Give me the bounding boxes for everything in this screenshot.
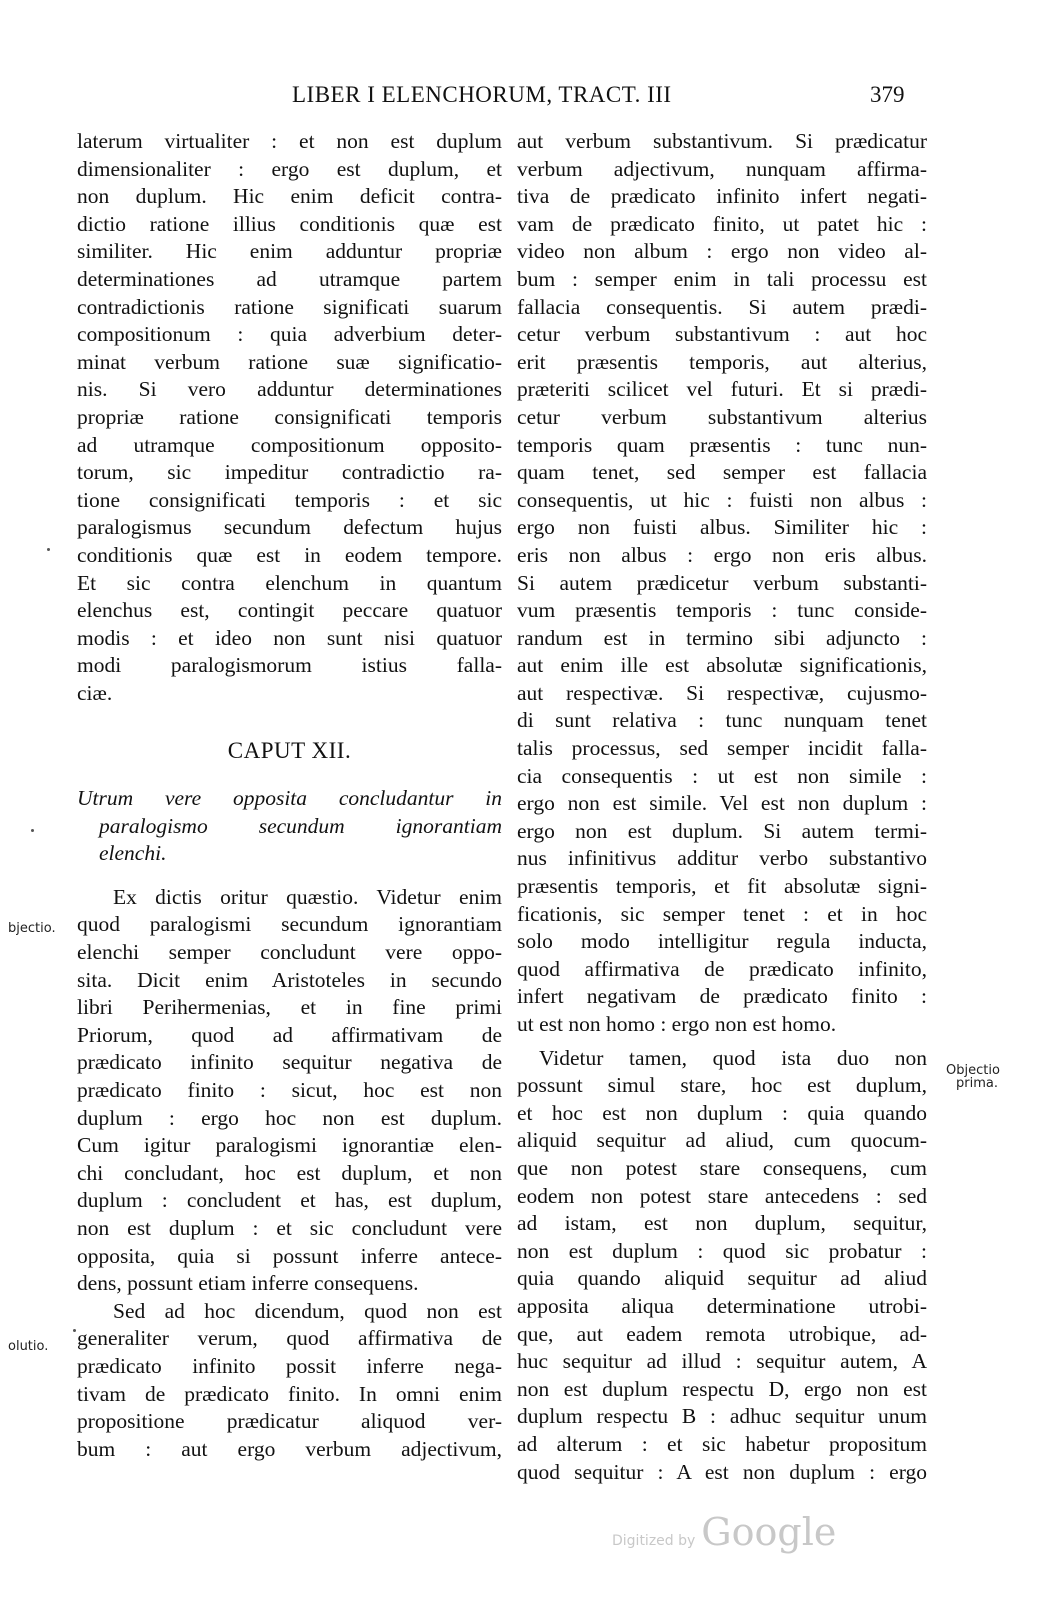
text-line: eris non albus : ergo non eris albus. (517, 542, 927, 567)
text-line: prædicato infinito sequitur negativa de (77, 1050, 502, 1075)
page-number: 379 (870, 82, 905, 107)
text-line: bum : semper enim in tali processu est (517, 266, 927, 291)
text-line: que non potest stare consequens, cum (517, 1155, 927, 1180)
right-paragraph-1 (517, 128, 927, 1039)
text-line: prædicato finito : sicut, hoc est non (77, 1078, 502, 1102)
text-line: ficationis, sic semper tenet : et in hoc (517, 901, 927, 926)
text-line: talis processus, sed semper incidit falla- (517, 736, 927, 761)
text-line: vam de prædicato finito, ut patet hic : (517, 211, 927, 236)
left-paragraph-2 (77, 884, 502, 1298)
text-line: quod sequitur : A est non duplum : ergo (517, 1459, 927, 1484)
text-line: ad alterum : et sic habetur propositum (517, 1431, 927, 1456)
text-line: chi concludant, hoc est duplum, et non (77, 1160, 502, 1185)
text-line: quod paralogismi secundum ignorantiam (77, 912, 502, 937)
running-title: LIBER I ELENCHORUM, TRACT. III (292, 82, 672, 107)
margin-note-objectio-prima (946, 1064, 1000, 1090)
margin-note-solutio: olutio. (8, 1339, 49, 1354)
ink-speck (73, 1329, 76, 1332)
text-line: huc sequitur ad illud : sequitur autem, A (517, 1349, 927, 1374)
ink-speck (31, 829, 34, 832)
text-line: opposita, quia si possunt inferre antece- (77, 1243, 502, 1268)
text-line: elenchus est, contingit peccare quatuor (77, 598, 502, 623)
text-line: bum : aut ergo verbum adjectivum, (77, 1436, 502, 1461)
right-column (517, 128, 927, 1486)
text-line: modis : et ideo non sunt nisi quatuor (77, 625, 502, 650)
text-line: prædicato infinito possit inferre nega- (77, 1353, 502, 1378)
text-line: cia consequentis : ut est non simile : (517, 763, 927, 788)
text-line: duplum : ergo hoc non est duplum. (77, 1105, 502, 1130)
margin-note-line: Objectio (946, 1063, 1000, 1078)
text-line: laterum virtualiter : et non est duplum (77, 129, 502, 153)
text-line: Ex dictis oritur quæstio. Videtur enim (113, 884, 502, 909)
text-line: infert negativam de prædicato finito : (517, 984, 927, 1009)
text-line: Cum igitur paralogismi ignorantiæ elen- (77, 1133, 502, 1158)
text-line: contradictionis ratione significati suarum (77, 294, 502, 319)
text-line: generaliter verum, quod affirmativa de (77, 1326, 502, 1351)
text-line: non duplum. Hic enim deficit contra- (77, 184, 502, 209)
text-line: vum præsentis temporis : tunc conside- (517, 598, 927, 623)
text-line: consequentis, ut hic : fuisti non albus : (517, 487, 927, 512)
digitized-watermark (612, 1510, 837, 1554)
text-line: solo modo intelligitur regula inducta, (517, 929, 927, 954)
text-line: paralogismus secundum defectum hujus (77, 515, 502, 540)
text-line: elenchi semper concludunt vere oppo- (77, 940, 502, 965)
text-line: aliquid sequitur ad aliud, cum quocum- (517, 1128, 927, 1153)
text-line: tivam de prædicato finito. In omni enim (77, 1381, 502, 1406)
text-line: dens, possunt etiam inferre consequens. (77, 1271, 419, 1296)
text-line: minat verbum ratione suæ significatio- (77, 349, 502, 374)
text-line: eodem non potest stare antecedens : sed (517, 1183, 927, 1208)
text-line: torum, sic impeditur contradictio ra- (77, 460, 502, 485)
text-line: compositionum : quia adverbium deter- (77, 322, 502, 347)
text-line: aut verbum substantivum. Si prædicatur (517, 129, 927, 153)
text-line: Priorum, quod ad affirmativam de (77, 1022, 502, 1047)
google-logo: Google (701, 1510, 837, 1554)
text-line: nus infinitivus additur verbo substantivo (517, 846, 927, 871)
ink-speck (47, 548, 50, 551)
running-header (0, 82, 1059, 116)
text-line: cetur verbum substantivum alterius (517, 404, 927, 429)
text-line: duplum : concludent et has, est duplum, (77, 1188, 502, 1213)
text-line: nis. Si vero adduntur determinationes (77, 377, 502, 402)
text-line: Si autem prædicetur verbum substanti- (517, 570, 927, 595)
text-line: ergo non est simile. Vel est non duplum : (517, 791, 927, 816)
text-line: cetur verbum substantivum : aut hoc (517, 322, 927, 347)
text-line: similiter. Hic enim adduntur propriæ (77, 239, 502, 264)
text-line: ciæ. (77, 680, 113, 705)
text-line: tione consignificati temporis : et sic (77, 487, 502, 512)
text-line: Utrum vere opposita concludantur in (77, 786, 502, 811)
text-line: propriæ ratione consignificati temporis (77, 404, 502, 429)
text-line: dictio ratione illius conditionis quæ est (77, 211, 502, 236)
text-line: quam tenet, sed semper est fallacia (517, 460, 927, 485)
text-line: non est duplum : et sic concludunt vere (77, 1215, 502, 1240)
text-line: di sunt relativa : tunc nunquam tenet (517, 708, 927, 733)
left-paragraph-3 (77, 1298, 502, 1464)
text-line: non est duplum respectu D, ergo non est (517, 1376, 927, 1401)
text-line: ergo non fuisti albus. Similiter hic : (517, 515, 927, 540)
text-line: Et sic contra elenchum in quantum (77, 570, 502, 595)
text-line: temporis quam præsentis : tunc nun- (517, 432, 927, 457)
text-line: quod affirmativa de prædicato infinito, (517, 956, 927, 981)
text-line: verbum adjectivum, nunquam affirma- (517, 156, 927, 181)
text-line: ad istam, est non duplum, sequitur, (517, 1211, 927, 1236)
text-line: modi paralogismorum istius falla- (77, 653, 502, 678)
text-line: randum est in termino sibi adjuncto : (517, 625, 927, 650)
text-line: tiva de prædicato infinito infert negati- (517, 184, 927, 209)
text-line: sita. Dicit enim Aristoteles in secundo (77, 967, 502, 992)
text-line: possunt simul stare, hoc est duplum, (517, 1073, 927, 1098)
text-line: libri Perihermenias, et in fine primi (77, 995, 502, 1020)
chapter-heading: CAPUT XII. (227, 738, 352, 764)
text-line: conditionis quæ est in eodem tempore. (77, 542, 502, 567)
text-line: fallacia consequentis. Si autem prædi- (517, 294, 927, 319)
text-line: video non album : ergo non video al- (517, 239, 927, 264)
text-line: dimensionaliter : ergo est duplum, et (77, 156, 502, 181)
text-line: non est duplum : quod sic probatur : (517, 1238, 927, 1263)
text-line: paralogismo secundum ignorantiam (99, 813, 502, 838)
text-line: ut est non homo : ergo non est homo. (517, 1012, 837, 1036)
text-line: præteriti scilicet vel futuri. Et si prædi- (517, 377, 927, 402)
left-column (77, 128, 502, 1463)
text-line: que, aut eadem remota utrobique, ad- (517, 1321, 927, 1346)
text-line: quia quando aliquid sequitur ad aliud (517, 1266, 927, 1291)
text-line: propositione prædicatur aliquod ver- (77, 1409, 502, 1434)
text-line: ad utramque compositionum opposito- (77, 432, 502, 457)
watermark-caption: Digitized by (612, 1533, 696, 1549)
text-line: apposita aliqua determinatione utrobi- (517, 1293, 927, 1318)
text-line: aut enim ille est absolutæ significationis, (517, 653, 927, 678)
text-line: erit præsentis temporis, aut alterius, (517, 349, 927, 374)
text-line: Sed ad hoc dicendum, quod non est (113, 1298, 502, 1323)
text-line: elenchi. (99, 841, 167, 866)
chapter-title (77, 785, 502, 868)
text-line: Videtur tamen, quod ista duo non (539, 1045, 927, 1070)
text-line: et hoc est non duplum : quia quando (517, 1100, 927, 1125)
text-line: præsentis temporis, et fit absolutæ signi- (517, 874, 927, 899)
text-line: aut respectivæ. Si respectivæ, cujusmo- (517, 680, 927, 705)
text-line: duplum respectu B : adhuc sequitur unum (517, 1404, 927, 1429)
margin-note-line: prima. (956, 1076, 998, 1091)
margin-note-objectio: bjectio. (8, 921, 56, 936)
left-paragraph-1 (77, 128, 502, 707)
right-paragraph-2 (517, 1045, 927, 1487)
text-line: ergo non est duplum. Si autem termi- (517, 818, 927, 843)
text-line: determinationes ad utramque partem (77, 266, 502, 291)
